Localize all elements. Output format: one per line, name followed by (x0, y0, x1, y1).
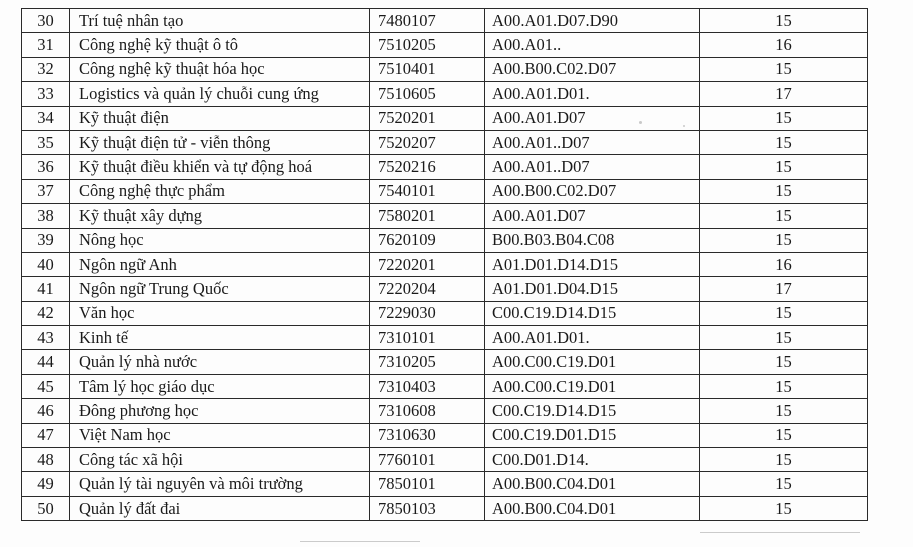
subject-combination-cell: A00.B00.C02.D07 (485, 179, 700, 203)
subject-combination-cell: A00.B00.C04.D01 (485, 496, 700, 520)
table-row (22, 204, 868, 228)
major-code-cell: 7310630 (370, 423, 485, 447)
table-row (22, 9, 868, 33)
major-code-cell: 7850103 (370, 496, 485, 520)
score-cell: 15 (700, 496, 868, 520)
subject-combination-cell: A00.A01.D01. (485, 326, 700, 350)
row-number-cell: 42 (22, 301, 70, 325)
row-number-cell: 45 (22, 374, 70, 398)
score-cell: 16 (700, 252, 868, 276)
major-code-cell: 7220204 (370, 277, 485, 301)
row-number-cell: 34 (22, 106, 70, 130)
table-row (22, 130, 868, 154)
major-code-cell: 7480107 (370, 9, 485, 33)
major-code-cell: 7850101 (370, 472, 485, 496)
table-row (22, 82, 868, 106)
major-code-cell: 7580201 (370, 204, 485, 228)
major-code-cell: 7520201 (370, 106, 485, 130)
score-cell: 17 (700, 277, 868, 301)
scan-edge-line (300, 541, 420, 542)
table-row (22, 399, 868, 423)
table-row (22, 374, 868, 398)
subject-combination-cell: A00.A01..D07 (485, 130, 700, 154)
score-cell: 15 (700, 374, 868, 398)
subject-combination-cell: A01.D01.D14.D15 (485, 252, 700, 276)
table-row (22, 301, 868, 325)
table-row (22, 57, 868, 81)
subject-combination-cell: A00.A01.D01. (485, 82, 700, 106)
row-number-cell: 40 (22, 252, 70, 276)
major-name-cell: Logistics và quản lý chuỗi cung ứng (70, 82, 370, 106)
score-cell: 15 (700, 9, 868, 33)
subject-combination-cell: A00.A01.D07 (485, 204, 700, 228)
scan-speck (683, 125, 685, 127)
major-name-cell: Trí tuệ nhân tạo (70, 9, 370, 33)
subject-combination-cell: A00.B00.C02.D07 (485, 57, 700, 81)
major-code-cell: 7540101 (370, 179, 485, 203)
major-name-cell: Kinh tế (70, 326, 370, 350)
major-code-cell: 7310608 (370, 399, 485, 423)
table-row (22, 106, 868, 130)
major-name-cell: Văn học (70, 301, 370, 325)
table-row (22, 350, 868, 374)
table-row (22, 155, 868, 179)
score-cell: 15 (700, 472, 868, 496)
score-cell: 15 (700, 423, 868, 447)
score-cell: 15 (700, 350, 868, 374)
major-name-cell: Tâm lý học giáo dục (70, 374, 370, 398)
score-cell: 15 (700, 448, 868, 472)
score-cell: 15 (700, 204, 868, 228)
table-row (22, 423, 868, 447)
scan-edge-line (700, 532, 860, 533)
major-name-cell: Kỹ thuật xây dựng (70, 204, 370, 228)
major-name-cell: Công tác xã hội (70, 448, 370, 472)
row-number-cell: 47 (22, 423, 70, 447)
row-number-cell: 31 (22, 33, 70, 57)
row-number-cell: 39 (22, 228, 70, 252)
score-cell: 15 (700, 106, 868, 130)
table-row (22, 448, 868, 472)
major-code-cell: 7310403 (370, 374, 485, 398)
row-number-cell: 44 (22, 350, 70, 374)
row-number-cell: 30 (22, 9, 70, 33)
score-cell: 15 (700, 57, 868, 81)
row-number-cell: 32 (22, 57, 70, 81)
major-name-cell: Ngôn ngữ Anh (70, 252, 370, 276)
subject-combination-cell: A00.A01.D07.D90 (485, 9, 700, 33)
row-number-cell: 35 (22, 130, 70, 154)
table-body (22, 9, 868, 521)
score-cell: 15 (700, 155, 868, 179)
subject-combination-cell: C00.C19.D14.D15 (485, 301, 700, 325)
admissions-table (21, 8, 868, 521)
major-code-cell: 7620109 (370, 228, 485, 252)
table-row (22, 252, 868, 276)
major-name-cell: Ngôn ngữ Trung Quốc (70, 277, 370, 301)
major-code-cell: 7310205 (370, 350, 485, 374)
table-row (22, 228, 868, 252)
row-number-cell: 46 (22, 399, 70, 423)
row-number-cell: 50 (22, 496, 70, 520)
major-code-cell: 7510401 (370, 57, 485, 81)
row-number-cell: 36 (22, 155, 70, 179)
score-cell: 16 (700, 33, 868, 57)
row-number-cell: 49 (22, 472, 70, 496)
row-number-cell: 33 (22, 82, 70, 106)
subject-combination-cell: B00.B03.B04.C08 (485, 228, 700, 252)
major-name-cell: Quản lý tài nguyên và môi trường (70, 472, 370, 496)
row-number-cell: 41 (22, 277, 70, 301)
major-code-cell: 7229030 (370, 301, 485, 325)
major-code-cell: 7760101 (370, 448, 485, 472)
table-row (22, 496, 868, 520)
scan-speck (639, 121, 642, 124)
major-code-cell: 7310101 (370, 326, 485, 350)
table-row (22, 472, 868, 496)
major-name-cell: Nông học (70, 228, 370, 252)
major-name-cell: Công nghệ kỹ thuật hóa học (70, 57, 370, 81)
row-number-cell: 37 (22, 179, 70, 203)
major-code-cell: 7220201 (370, 252, 485, 276)
subject-combination-cell: C00.D01.D14. (485, 448, 700, 472)
row-number-cell: 38 (22, 204, 70, 228)
score-cell: 15 (700, 179, 868, 203)
major-code-cell: 7520207 (370, 130, 485, 154)
major-name-cell: Việt Nam học (70, 423, 370, 447)
major-name-cell: Kỹ thuật điều khiển và tự động hoá (70, 155, 370, 179)
subject-combination-cell: A00.A01..D07 (485, 155, 700, 179)
subject-combination-cell: A00.C00.C19.D01 (485, 350, 700, 374)
major-name-cell: Công nghệ thực phẩm (70, 179, 370, 203)
subject-combination-cell: C00.C19.D01.D15 (485, 423, 700, 447)
row-number-cell: 48 (22, 448, 70, 472)
major-name-cell: Kỹ thuật điện (70, 106, 370, 130)
major-name-cell: Quản lý nhà nước (70, 350, 370, 374)
subject-combination-cell: C00.C19.D14.D15 (485, 399, 700, 423)
major-name-cell: Công nghệ kỹ thuật ô tô (70, 33, 370, 57)
table-row (22, 277, 868, 301)
score-cell: 15 (700, 301, 868, 325)
subject-combination-cell: A01.D01.D04.D15 (485, 277, 700, 301)
score-cell: 17 (700, 82, 868, 106)
score-cell: 15 (700, 326, 868, 350)
major-name-cell: Kỹ thuật điện tử - viễn thông (70, 130, 370, 154)
subject-combination-cell: A00.A01.D07 (485, 106, 700, 130)
table-row (22, 179, 868, 203)
subject-combination-cell: A00.A01.. (485, 33, 700, 57)
major-name-cell: Đông phương học (70, 399, 370, 423)
major-name-cell: Quản lý đất đai (70, 496, 370, 520)
table-row (22, 33, 868, 57)
score-cell: 15 (700, 399, 868, 423)
subject-combination-cell: A00.C00.C19.D01 (485, 374, 700, 398)
row-number-cell: 43 (22, 326, 70, 350)
major-code-cell: 7520216 (370, 155, 485, 179)
major-code-cell: 7510605 (370, 82, 485, 106)
table-row (22, 326, 868, 350)
score-cell: 15 (700, 228, 868, 252)
major-code-cell: 7510205 (370, 33, 485, 57)
subject-combination-cell: A00.B00.C04.D01 (485, 472, 700, 496)
score-cell: 15 (700, 130, 868, 154)
